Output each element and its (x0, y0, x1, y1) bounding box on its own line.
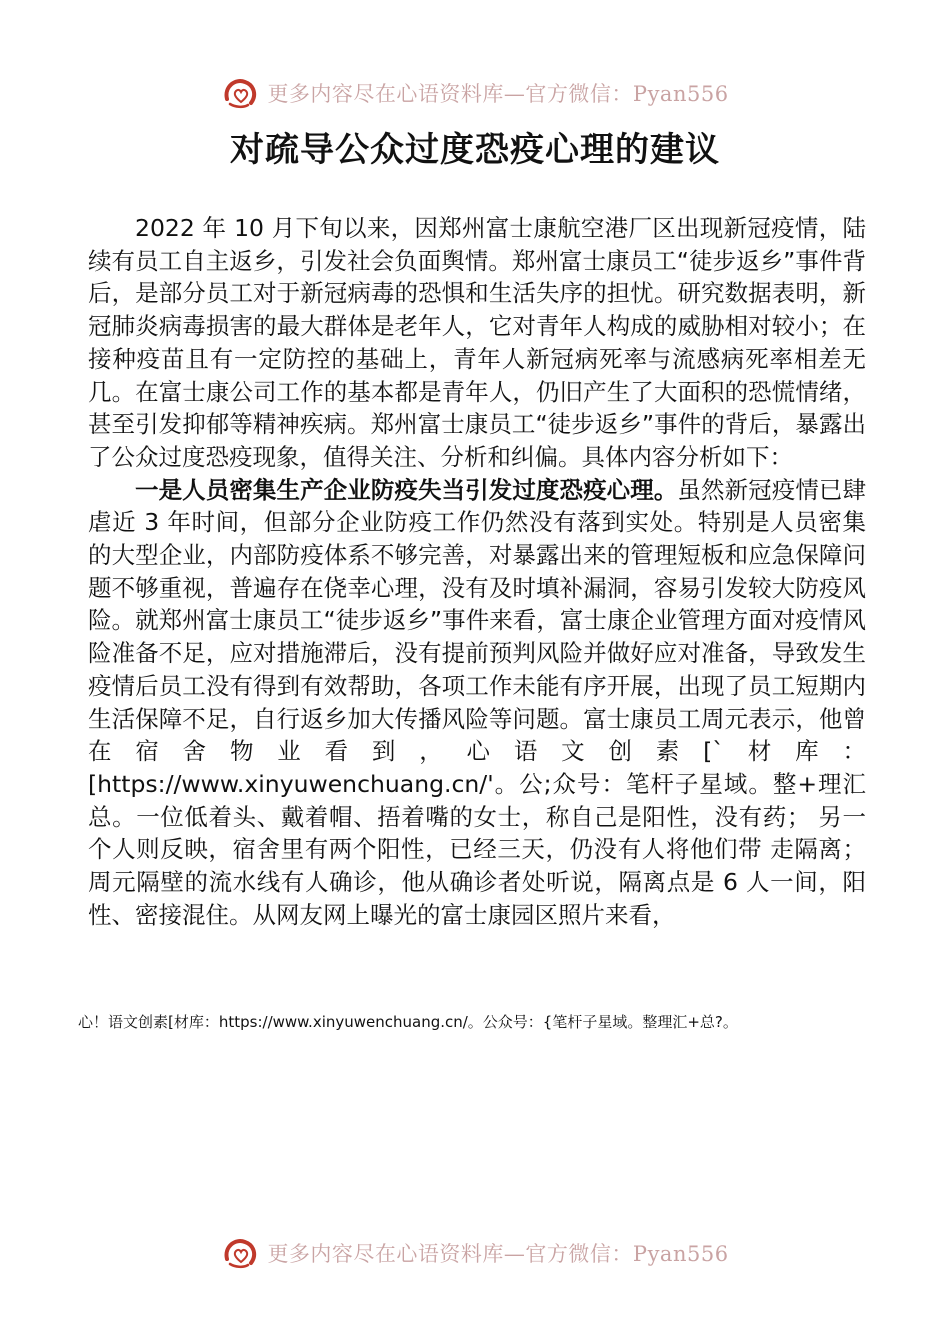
paragraph-intro (88, 212, 866, 474)
paragraph-point-one-lead: 一是人员密集生产企业防疫失当引发过度恐疫心理。 (135, 475, 678, 504)
brush-heart-logo-icon (221, 73, 261, 113)
paragraph-point-one-text: 虽然新冠疫情已肆虐近 3 年时间，但部分企业防疫工作仍然没有落到实处。特别是人员密集的大型企业，内部防疫体系不够完善，对暴露出来的管理短板和应急保障问题不够重视，普遍存在侥幸心理，没有及时填补漏洞，容易引发较大防疫风险。就郑州富士康员工“徒步返乡”事件来看，富士康企业管理方面对疫情风险准备不足，应对措施滞后，没有提前预判风险并做好应对准备，导致发生疫情后员工没有得到有效帮助，各项工作未能有序开展，出现了员工短期内生活保障不足，自行返乡加大传播风险等问题。富士康员工周元表示，他曾在宿舍物业看到，心语文创素[`材库：[https://www.xinyuwenchuang.cn/'。公;众号：笔杆子星域。整+理汇总。一位低着头、戴着帽、捂着嘴的女士，称自己是阳性，没有药； 另一个人则反映，宿舍里有两个阳性，已经三天，仍没有人将他们带 走隔离；周元隔壁的流水线有人确诊，他从确诊者处听说，隔离点是 6 人一间，阳性、密接混住。从网友网上曝光的富士康园区照片来看， (88, 475, 867, 929)
paragraph-point-one (88, 474, 866, 932)
watermark-footnote: 心！语文创素[材库：https://www.xinyuwenchuang.cn/。公众号：{笔杆子星域。整理汇+总?。 (78, 1013, 738, 1031)
document-title: 对疏导公众过度恐疫心理的建议 (230, 130, 720, 170)
footer-banner (0, 1233, 950, 1273)
document-body (88, 212, 866, 931)
paragraph-intro-text: 2022 年 10 月下旬以来，因郑州富士康航空港厂区出现新冠疫情，陆续有员工自主返乡，引发社会负面舆情。郑州富士康员工“徒步返乡”事件背后，是部分员工对于新冠病毒的恐惧和生活失序的担忧。研究数据表明，新冠肺炎病毒损害的最大群体是老年人，它对青年人构成的威胁相对较小；在接种疫苗且有一定防控的基础上，青年人新冠病死率与流感病死率相差无几。在富士康公司工作的基本都是青年人，仍旧产生了大面积的恐慌情绪，甚至引发抑郁等精神疾病。郑州富士康员工“徒步返乡”事件的背后，暴露出了公众过度恐疫现象，值得关注、分析和纠偏。具体内容分析如下： (88, 214, 866, 471)
brush-heart-logo-icon (221, 1233, 261, 1273)
footer-banner-text: 更多内容尽在心语资料库—官方微信：Pyan556 (267, 1242, 729, 1266)
header-banner (0, 73, 950, 113)
header-banner-text: 更多内容尽在心语资料库—官方微信：Pyan556 (267, 82, 729, 106)
